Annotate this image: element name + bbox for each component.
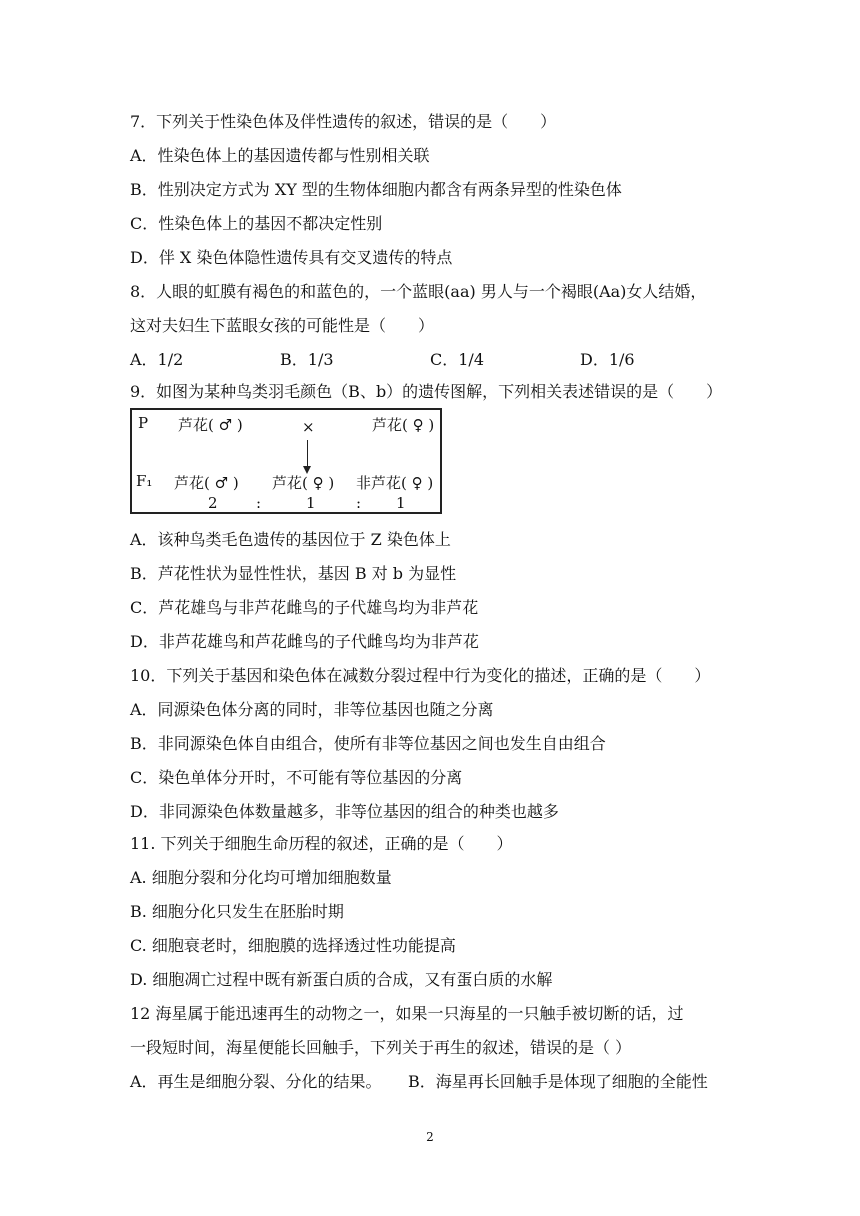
q8-stem-line1: 8．人眼的虹膜有褐色的和蓝色的，一个蓝眼(aa) 男人与一个褐眼(Aa)女人结婚， [130,282,707,301]
q8-option-b: B．1/3 [280,350,334,369]
q12-option-b: B．海星再长回触手是体现了细胞的全能性 [408,1072,708,1091]
q7-option-a: A．性染色体上的基因遗传都与性别相关联 [130,146,430,165]
q9-option-a: A．该种鸟类毛色遗传的基因位于 Z 染色体上 [130,530,451,549]
q9-option-d: D．非芦花雄鸟和芦花雌鸟的子代雌鸟均为非芦花 [130,632,479,651]
q7-stem: 7．下列关于性染色体及伴性遗传的叙述，错误的是（ ） [130,112,557,131]
diagram-p-male: 芦花( ♂ ) [178,416,243,434]
diagram-f1-male: 芦花( ♂ ) [174,474,239,492]
diagram-p-female: 芦花( ♀ ) [372,416,435,434]
diagram-ratio-c: 1 [396,494,406,512]
q8-option-d: D．1/6 [580,350,635,369]
q11-stem: 11. 下列关于细胞生命历程的叙述，正确的是（ ） [130,834,513,853]
diagram-f1-nonbarred-female: 非芦花( ♀ ) [356,474,434,492]
q10-option-c: C．染色单体分开时，不可能有等位基因的分离 [130,768,463,787]
q11-option-b: B. 细胞分化只发生在胚胎时期 [130,902,344,921]
q10-option-d: D．非同源染色体数量越多，非等位基因的组合的种类也越多 [130,802,559,821]
diagram-f1-female: 芦花( ♀ ) [272,474,335,492]
q8-option-a: A．1/2 [130,350,184,369]
q7-option-d: D．伴 X 染色体隐性遗传具有交叉遗传的特点 [130,248,453,267]
q12-stem-line1: 12 海星属于能迅速再生的动物之一，如果一只海星的一只触手被切断的话，过 [130,1004,684,1023]
diagram-ratio-a: 2 [208,494,218,512]
q7-option-c: C．性染色体上的基因不都决定性别 [130,214,383,233]
inheritance-diagram [130,408,442,514]
diagram-f1-label: F₁ [136,472,153,490]
diagram-p-label: P [138,414,149,432]
diagram-ratio-b: 1 [306,494,316,512]
q12-stem-line2: 一段短时间，海星便能长回触手，下列关于再生的叙述，错误的是（ ） [130,1038,632,1057]
q9-option-b: B．芦花性状为显性性状，基因 B 对 b 为显性 [130,564,457,583]
diagram-cross-symbol: × [302,418,315,436]
q7-option-b: B．性别决定方式为 XY 型的生物体细胞内都含有两条异型的性染色体 [130,180,622,199]
q9-stem: 9．如图为某种鸟类羽毛颜色（B、b）的遗传图解，下列相关表述错误的是（ ） [130,382,723,401]
q8-stem-line2: 这对夫妇生下蓝眼女孩的可能性是（ ） [130,316,435,335]
q10-stem: 10．下列关于基因和染色体在减数分裂过程中行为变化的描述，正确的是（ ） [130,666,711,685]
q10-option-a: A．同源染色体分离的同时，非等位基因也随之分离 [130,700,494,719]
page-number: 2 [426,1130,434,1144]
q11-option-d: D. 细胞凋亡过程中既有新蛋白质的合成，又有蛋白质的水解 [130,970,553,989]
q12-option-a: A．再生是细胞分裂、分化的结果。 [130,1072,382,1091]
q9-option-c: C．芦花雄鸟与非芦花雌鸟的子代雄鸟均为非芦花 [130,598,479,617]
diagram-colon-1: : [256,494,262,512]
q11-option-a: A. 细胞分裂和分化均可增加细胞数量 [130,868,392,887]
diagram-arrow-shaft [307,440,308,468]
q8-option-c: C．1/4 [430,350,484,369]
q11-option-c: C. 细胞衰老时，细胞膜的选择透过性功能提高 [130,936,456,955]
diagram-colon-2: : [356,494,362,512]
q10-option-b: B．非同源染色体自由组合，使所有非等位基因之间也发生自由组合 [130,734,606,753]
